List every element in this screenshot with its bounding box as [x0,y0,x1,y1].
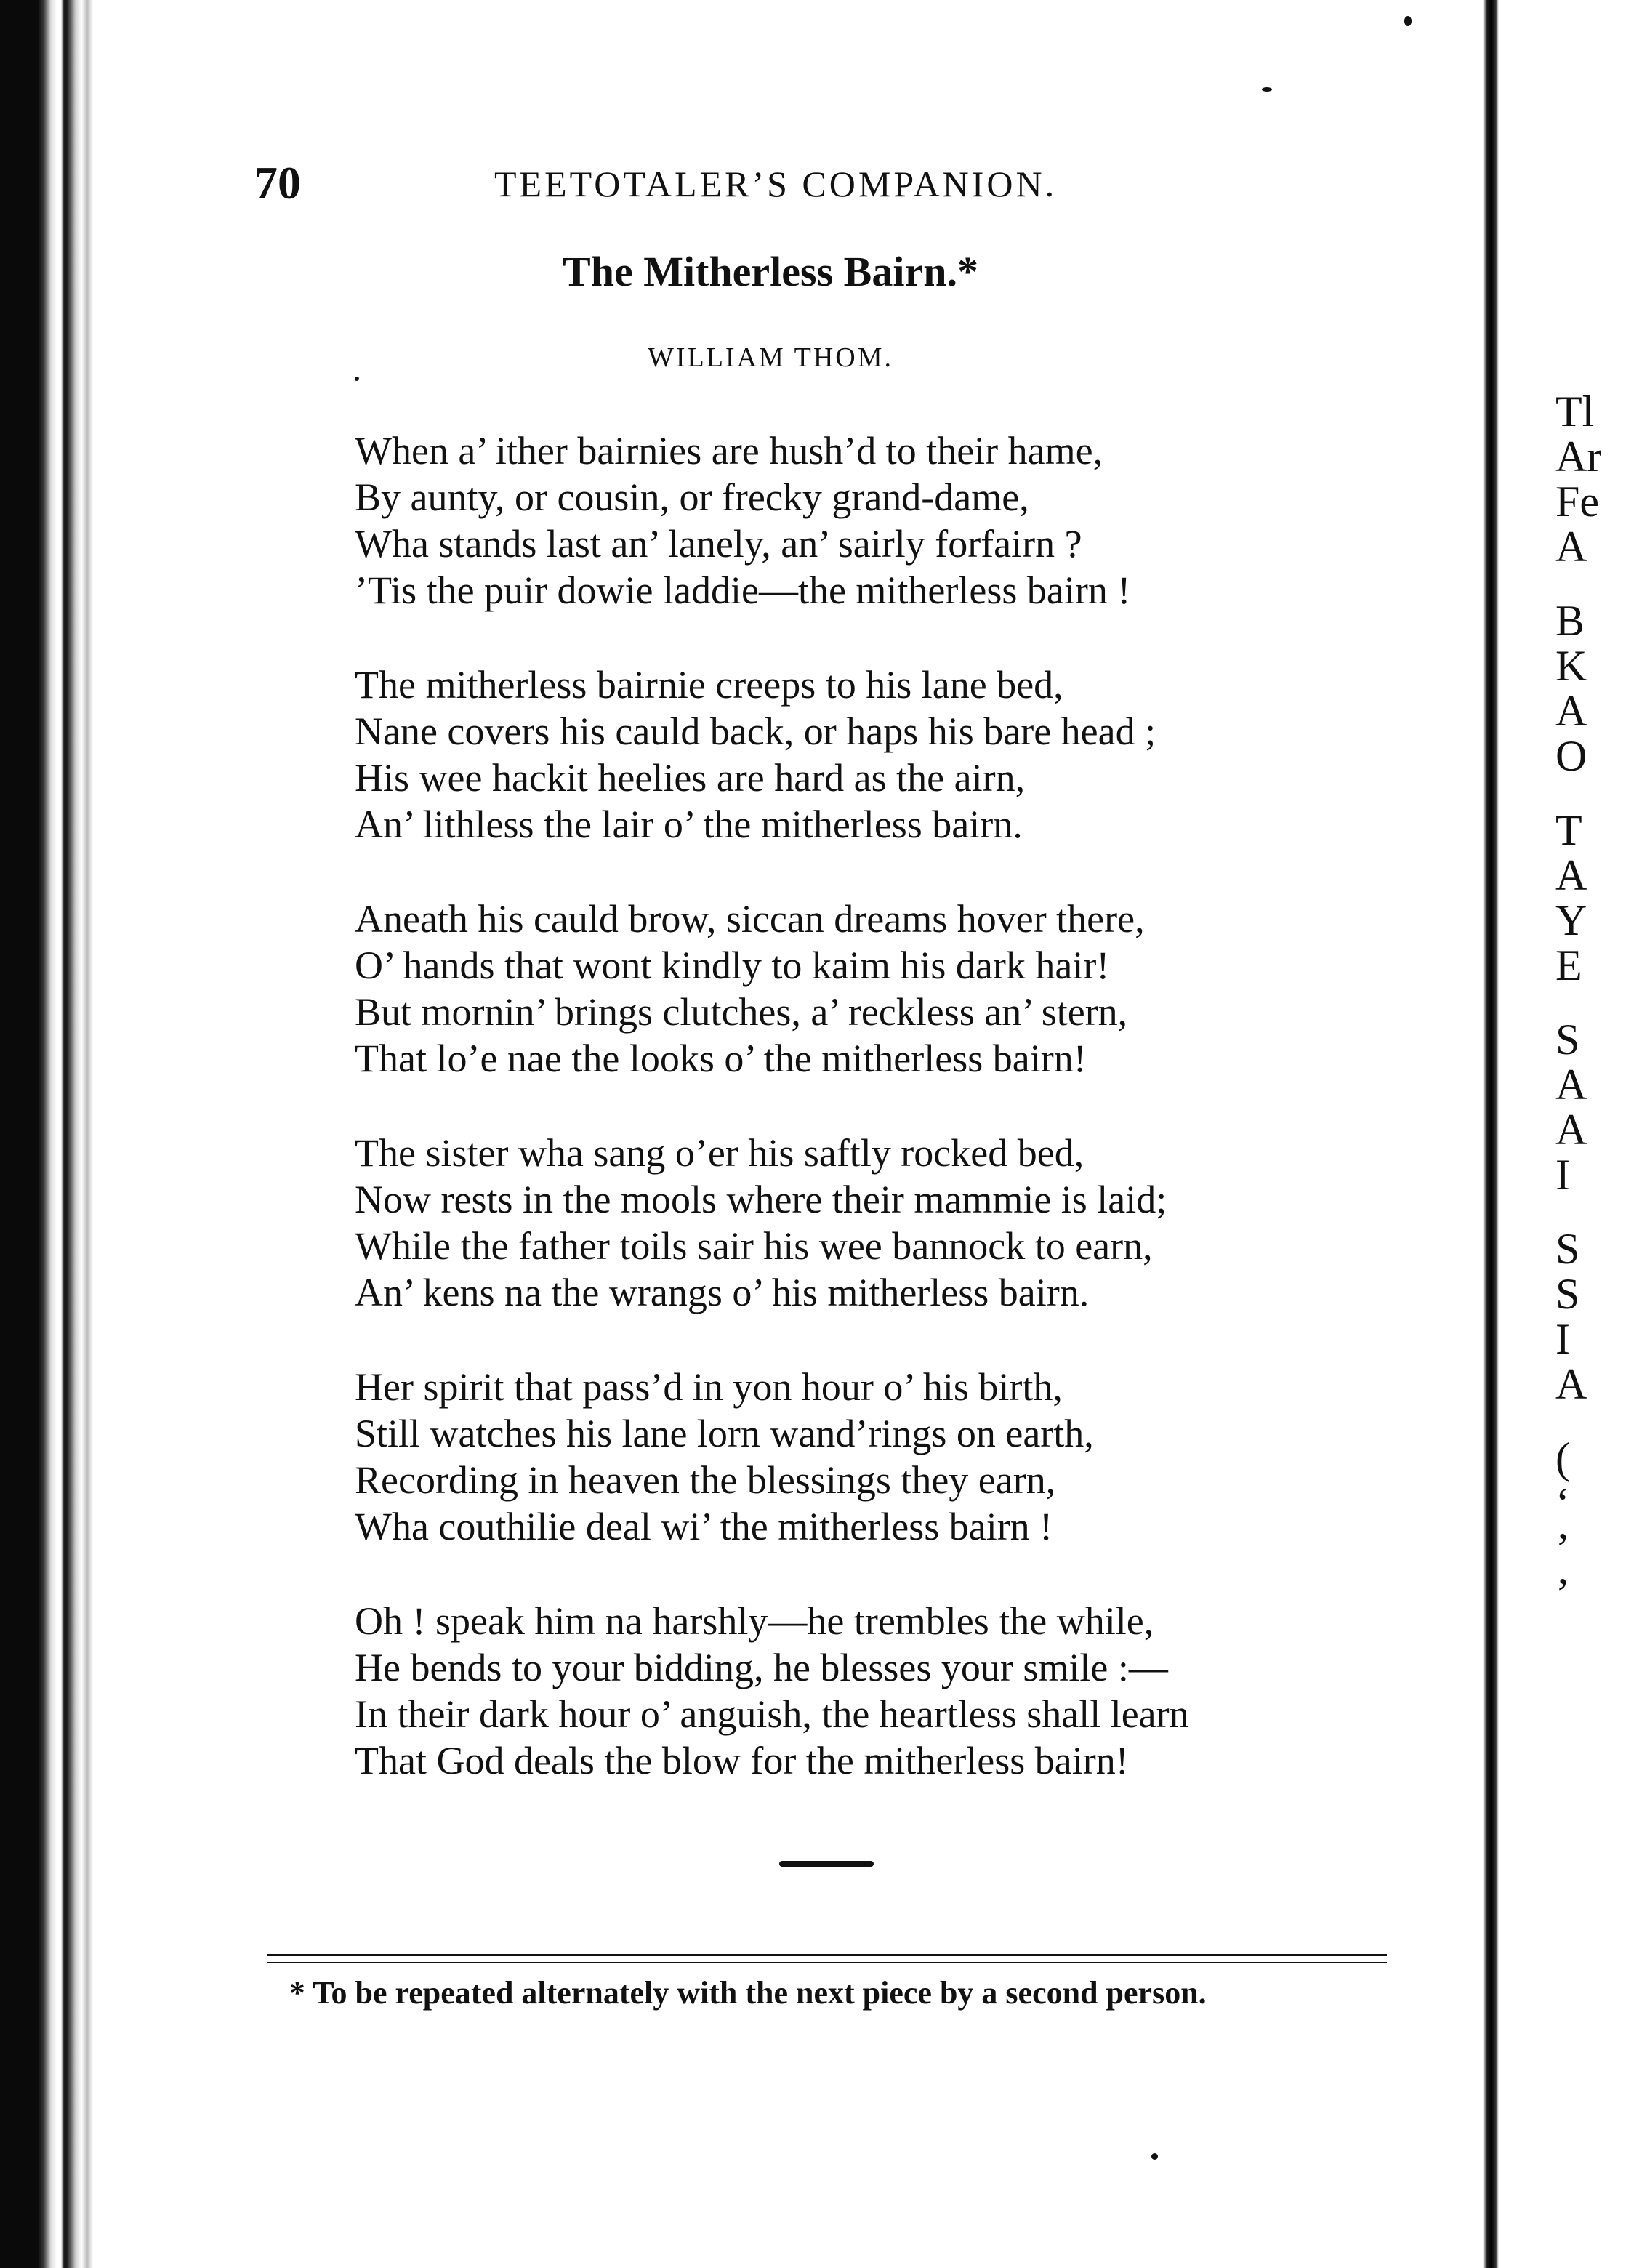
fragment: Ar [1555,433,1602,480]
section-ornament-rule [779,1861,874,1867]
book-binding-edge [0,0,116,2268]
poem-line: He bends to your bidding, he blesses your smile :— [355,1646,1168,1689]
fragment: S [1555,1270,1580,1318]
print-speck [1151,2153,1158,2160]
fragment: K [1555,642,1587,690]
poem-line: The sister wha sang o’er his saftly rocked bed, [355,1131,1084,1175]
poem-line: That God deals the blow for the mitherless bairn! [355,1739,1129,1782]
fragment: A [1555,687,1587,735]
poem-line: Nane covers his cauld back, or haps his bare head ; [355,709,1156,753]
stanza [355,427,1489,614]
poem-line: The mitherless bairnie creeps to his lane bed, [355,663,1063,707]
stanza [355,1364,1489,1550]
print-speck [1262,87,1272,92]
poem-line: Oh ! speak him na harshly—he trembles the while, [355,1599,1154,1643]
poem-line: Wha stands last an’ lanely, an’ sairly forfairn ? [355,522,1082,566]
fragment: E [1555,941,1582,989]
poem-line: O’ hands that wont kindly to kaim his dark hair! [355,944,1110,987]
poem-line: Aneath his cauld brow, siccan dreams hover there, [355,897,1145,941]
poem-line: Recording in heaven the blessings they earn, [355,1458,1056,1502]
stanza [355,1130,1489,1316]
footnote-divider [267,1954,1387,1963]
fragment: A [1555,1061,1587,1109]
fragment: S [1555,1016,1580,1063]
poem-line: But mornin’ brings clutches, a’ reckless an’ stern, [355,990,1128,1034]
poem-line: His wee hackit heelies are hard as the airn, [355,756,1026,800]
fragment: I [1555,1315,1570,1363]
stanza [355,896,1489,1082]
fragment: A [1555,1106,1587,1154]
poem-line: Wha couthilie deal wi’ the mitherless bairn ! [355,1505,1053,1548]
fragment: ’ [1555,1569,1570,1617]
fragment: S [1555,1225,1580,1273]
fragment: T [1555,806,1582,854]
fragment: Y [1555,896,1587,944]
stanza [355,662,1489,848]
print-speck [1404,16,1412,26]
poem-line: When a’ ither bairnies are hush’d to their hame, [355,429,1103,472]
fragment: Tl [1555,387,1595,435]
fragment: A [1555,851,1587,899]
fragment: A [1555,523,1587,571]
poem-line: That lo’e nae the looks o’ the mitherless bairn! [355,1037,1087,1080]
facing-page-text-fragments [1555,389,1601,1616]
poem-line: ’Tis the puir dowie laddie—the mitherless bairn ! [355,568,1131,612]
print-speck [355,377,359,381]
poem-line: Now rests in the mools where their mammie is laid; [355,1178,1167,1221]
fragment: B [1555,597,1585,645]
fragment: ’ [1555,1524,1570,1572]
poem-line: In their dark hour o’ anguish, the heartless shall learn [355,1692,1189,1736]
page-header [254,154,1417,212]
fragment: ( [1555,1434,1570,1482]
fragment: ‘ [1555,1479,1570,1527]
fragment: A [1555,1360,1587,1408]
fragment: O [1555,732,1587,780]
fragment: Fe [1555,478,1599,526]
poem-title: The Mitherless Bairn.* [563,248,978,295]
poem-line: An’ kens na the wrangs o’ his mitherless bairn. [355,1271,1090,1314]
poem-line: By aunty, or cousin, or frecky grand-dame, [355,475,1029,519]
page-number: 70 [254,157,301,209]
poem-line: Still watches his lane lorn wand’rings on earth, [355,1412,1094,1455]
poem-body [355,427,1489,1832]
poem-line: While the father toils sair his wee bannock to earn, [355,1224,1153,1268]
poem-author: WILLIAM THOM. [647,342,894,373]
fragment: I [1555,1151,1570,1199]
footnote: * To be repeated alternately with the next piece by a second person. [289,1975,1207,2011]
stanza [355,1598,1489,1784]
running-head: TEETOTALER’S COMPANION. [494,164,1058,204]
poem-line: Her spirit that pass’d in yon hour o’ his birth, [355,1365,1063,1409]
poem-line: An’ lithless the lair o’ the mitherless bairn. [355,803,1023,846]
